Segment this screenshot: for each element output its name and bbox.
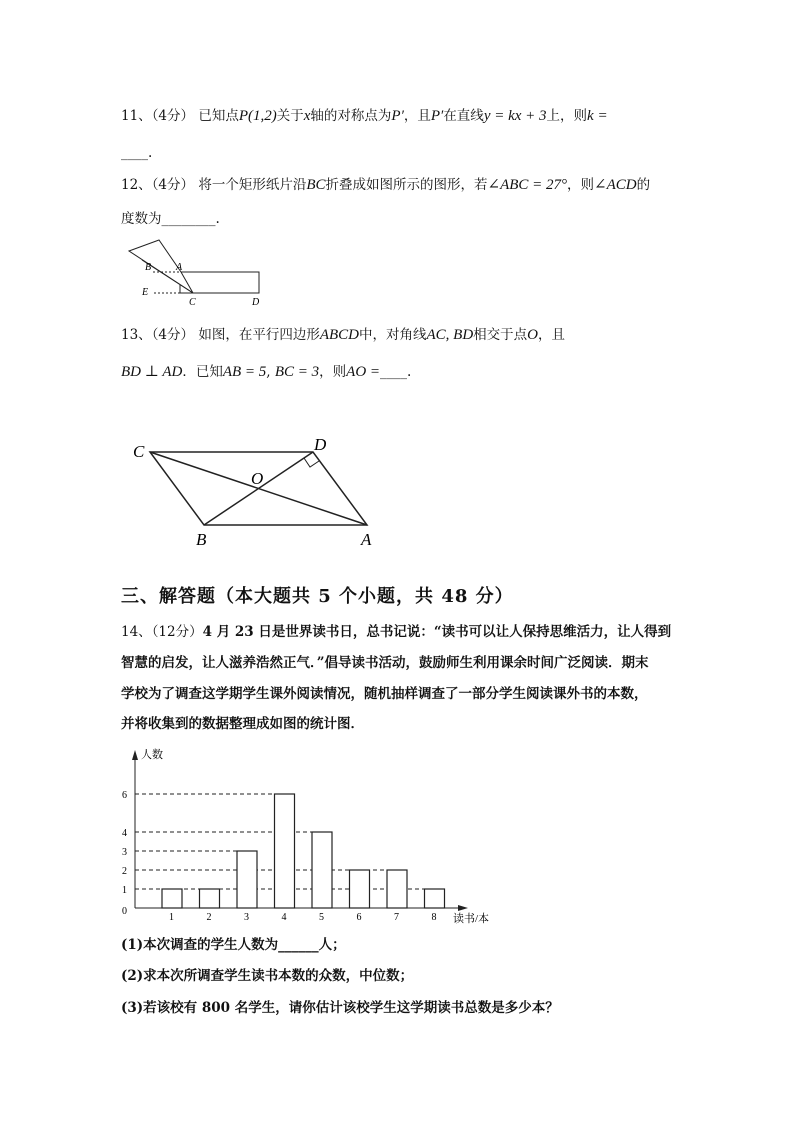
q13-text: 如图，在平行四边形	[198, 327, 320, 343]
q11-text: ，且	[403, 108, 431, 124]
q13-o: O	[527, 327, 539, 343]
q11-pprime: P′	[391, 108, 404, 124]
x-tick-label: 3	[244, 912, 249, 923]
q13-text: 相交于点	[473, 327, 528, 343]
q12-edge: BC	[306, 177, 326, 193]
bar	[162, 889, 182, 908]
label-d: D	[252, 297, 260, 308]
label-c: C	[189, 297, 196, 308]
answer-blank[interactable]: ____	[380, 364, 408, 380]
q11-text: 轴的对称点为	[310, 108, 392, 124]
q11-score: （4分）	[151, 108, 195, 124]
q11-axis: x	[303, 108, 311, 124]
q12-period: .	[215, 211, 220, 227]
y-tick-label: 3	[122, 847, 127, 858]
q11-k: k =	[587, 108, 608, 124]
q13-bc: BC = 3	[274, 364, 320, 380]
q13-comma: ,	[266, 364, 271, 380]
label-a: A	[361, 530, 372, 549]
q14-line2: 智慧的启发，让人滋养浩然正气．”倡导读书活动，鼓励师生利用课余时间广泛阅读．期末	[121, 655, 649, 671]
q14-sub1-text: (1)本次调查的学生人数为	[121, 937, 279, 953]
q12-angle-given: ∠ABC = 27°	[487, 177, 568, 193]
q12-text: 度数为	[121, 211, 162, 227]
q11-text: 上，则	[546, 108, 588, 124]
q13-parallelogram-figure	[125, 432, 385, 554]
label-e: E	[142, 287, 149, 298]
origin-label: 0	[122, 906, 127, 917]
q11-period: .	[148, 145, 153, 161]
q12-fold-figure	[125, 235, 270, 310]
q13-text: ．已知	[182, 364, 223, 380]
q14-sub2: (2)求本次所调查学生读书本数的众数，中位数；	[121, 968, 414, 984]
q14-line1	[121, 622, 671, 642]
q12-angle-asked: ∠ACD	[594, 177, 637, 193]
q11-equation: y = kx + 3	[483, 108, 547, 124]
bar	[312, 832, 332, 908]
section-heading: 三、解答题（本大题共 5 个小题，共 48 分）	[121, 586, 514, 607]
y-tick-label: 6	[122, 790, 127, 801]
q11-line1	[121, 106, 608, 126]
q13-text: 中，对角线	[359, 327, 427, 343]
q14-sub3: (3)若该校有 800 名学生，请你估计该校学生这学期读书总数是多少本？	[121, 1000, 559, 1016]
y-tick-label: 4	[122, 828, 127, 839]
q12-number: 12、	[121, 177, 152, 193]
right-angle-mark	[304, 458, 319, 467]
q14-text: 4 月 23 日是世界读书日，总书记说：“读书可以让人保持思维活力，让人得到	[202, 624, 672, 640]
x-axis-arrow	[458, 905, 468, 911]
q13-diag: AC, BD	[426, 327, 474, 343]
q12-line2	[121, 209, 220, 229]
bar	[275, 794, 295, 908]
x-tick-label: 5	[319, 912, 324, 923]
q13-line2	[121, 362, 411, 382]
q14-line4: 并将收集到的数据整理成如图的统计图．	[121, 716, 364, 732]
folded-flap	[129, 240, 193, 293]
q11-pprime: P′	[430, 108, 444, 124]
paper-rectangle	[180, 272, 259, 293]
q13-text: ，且	[538, 327, 566, 343]
q13-ab: AB = 5	[222, 364, 267, 380]
q13-para: ABCD	[319, 327, 359, 343]
q11-text: 在直线	[443, 108, 484, 124]
y-axis-title: 人数	[141, 749, 163, 761]
q14-score: （12分）	[151, 624, 203, 640]
x-tick-label: 8	[431, 912, 437, 923]
q12-text: 折叠成如图所示的图形，若	[325, 177, 488, 193]
q13-ao: AO =	[346, 364, 381, 380]
x-tick-label: 7	[394, 912, 399, 923]
x-axis-title: 读书/本	[453, 913, 490, 925]
q12-text: 将一个矩形纸片沿	[198, 177, 307, 193]
answer-blank[interactable]: ______	[278, 937, 319, 953]
y-tick-label: 2	[122, 866, 127, 877]
q13-line1	[121, 325, 565, 345]
q11-text: 已知点	[198, 108, 239, 124]
q11-line2	[121, 143, 152, 163]
bar	[237, 851, 257, 908]
q11-text: 关于	[276, 108, 304, 124]
x-tick-label: 2	[206, 912, 212, 923]
q12-text: ，则	[567, 177, 595, 193]
q11-point: P(1,2)	[238, 108, 277, 124]
bar	[350, 870, 370, 908]
label-b: B	[196, 530, 207, 549]
q14-sub1-text: 人；	[318, 937, 346, 953]
q14-sub1	[121, 935, 346, 955]
q13-perp: BD ⊥ AD	[121, 364, 183, 380]
q13-score: （4分）	[151, 327, 195, 343]
y-axis-arrow	[132, 750, 138, 760]
x-tick-label: 4	[281, 912, 287, 923]
reading-bar-chart	[115, 744, 495, 928]
bar	[200, 889, 220, 908]
label-c: C	[133, 442, 145, 461]
q14-line3: 学校为了调查这学期学生课外阅读情况，随机抽样调查了一部分学生阅读课外书的本数，	[121, 686, 648, 702]
x-tick-label: 1	[169, 912, 174, 923]
y-tick-label: 1	[122, 885, 127, 896]
q14-number: 14、	[121, 624, 152, 640]
q13-period: .	[407, 364, 412, 380]
diagonal-bd	[204, 452, 313, 525]
bar	[387, 870, 407, 908]
x-tick-label: 6	[356, 912, 362, 923]
q12-text: 的	[636, 177, 651, 193]
label-a: A	[176, 262, 183, 273]
q11-number: 11、	[121, 108, 152, 124]
q12-line1	[121, 175, 650, 195]
label-b: B	[145, 262, 152, 273]
label-d: D	[314, 435, 327, 454]
label-o: O	[251, 469, 264, 488]
answer-blank[interactable]: ________	[161, 211, 216, 227]
q13-number: 13、	[121, 327, 152, 343]
q13-text: ，则	[319, 364, 347, 380]
bar	[425, 889, 445, 908]
answer-blank[interactable]: ____	[121, 145, 148, 161]
q12-score: （4分）	[151, 177, 195, 193]
